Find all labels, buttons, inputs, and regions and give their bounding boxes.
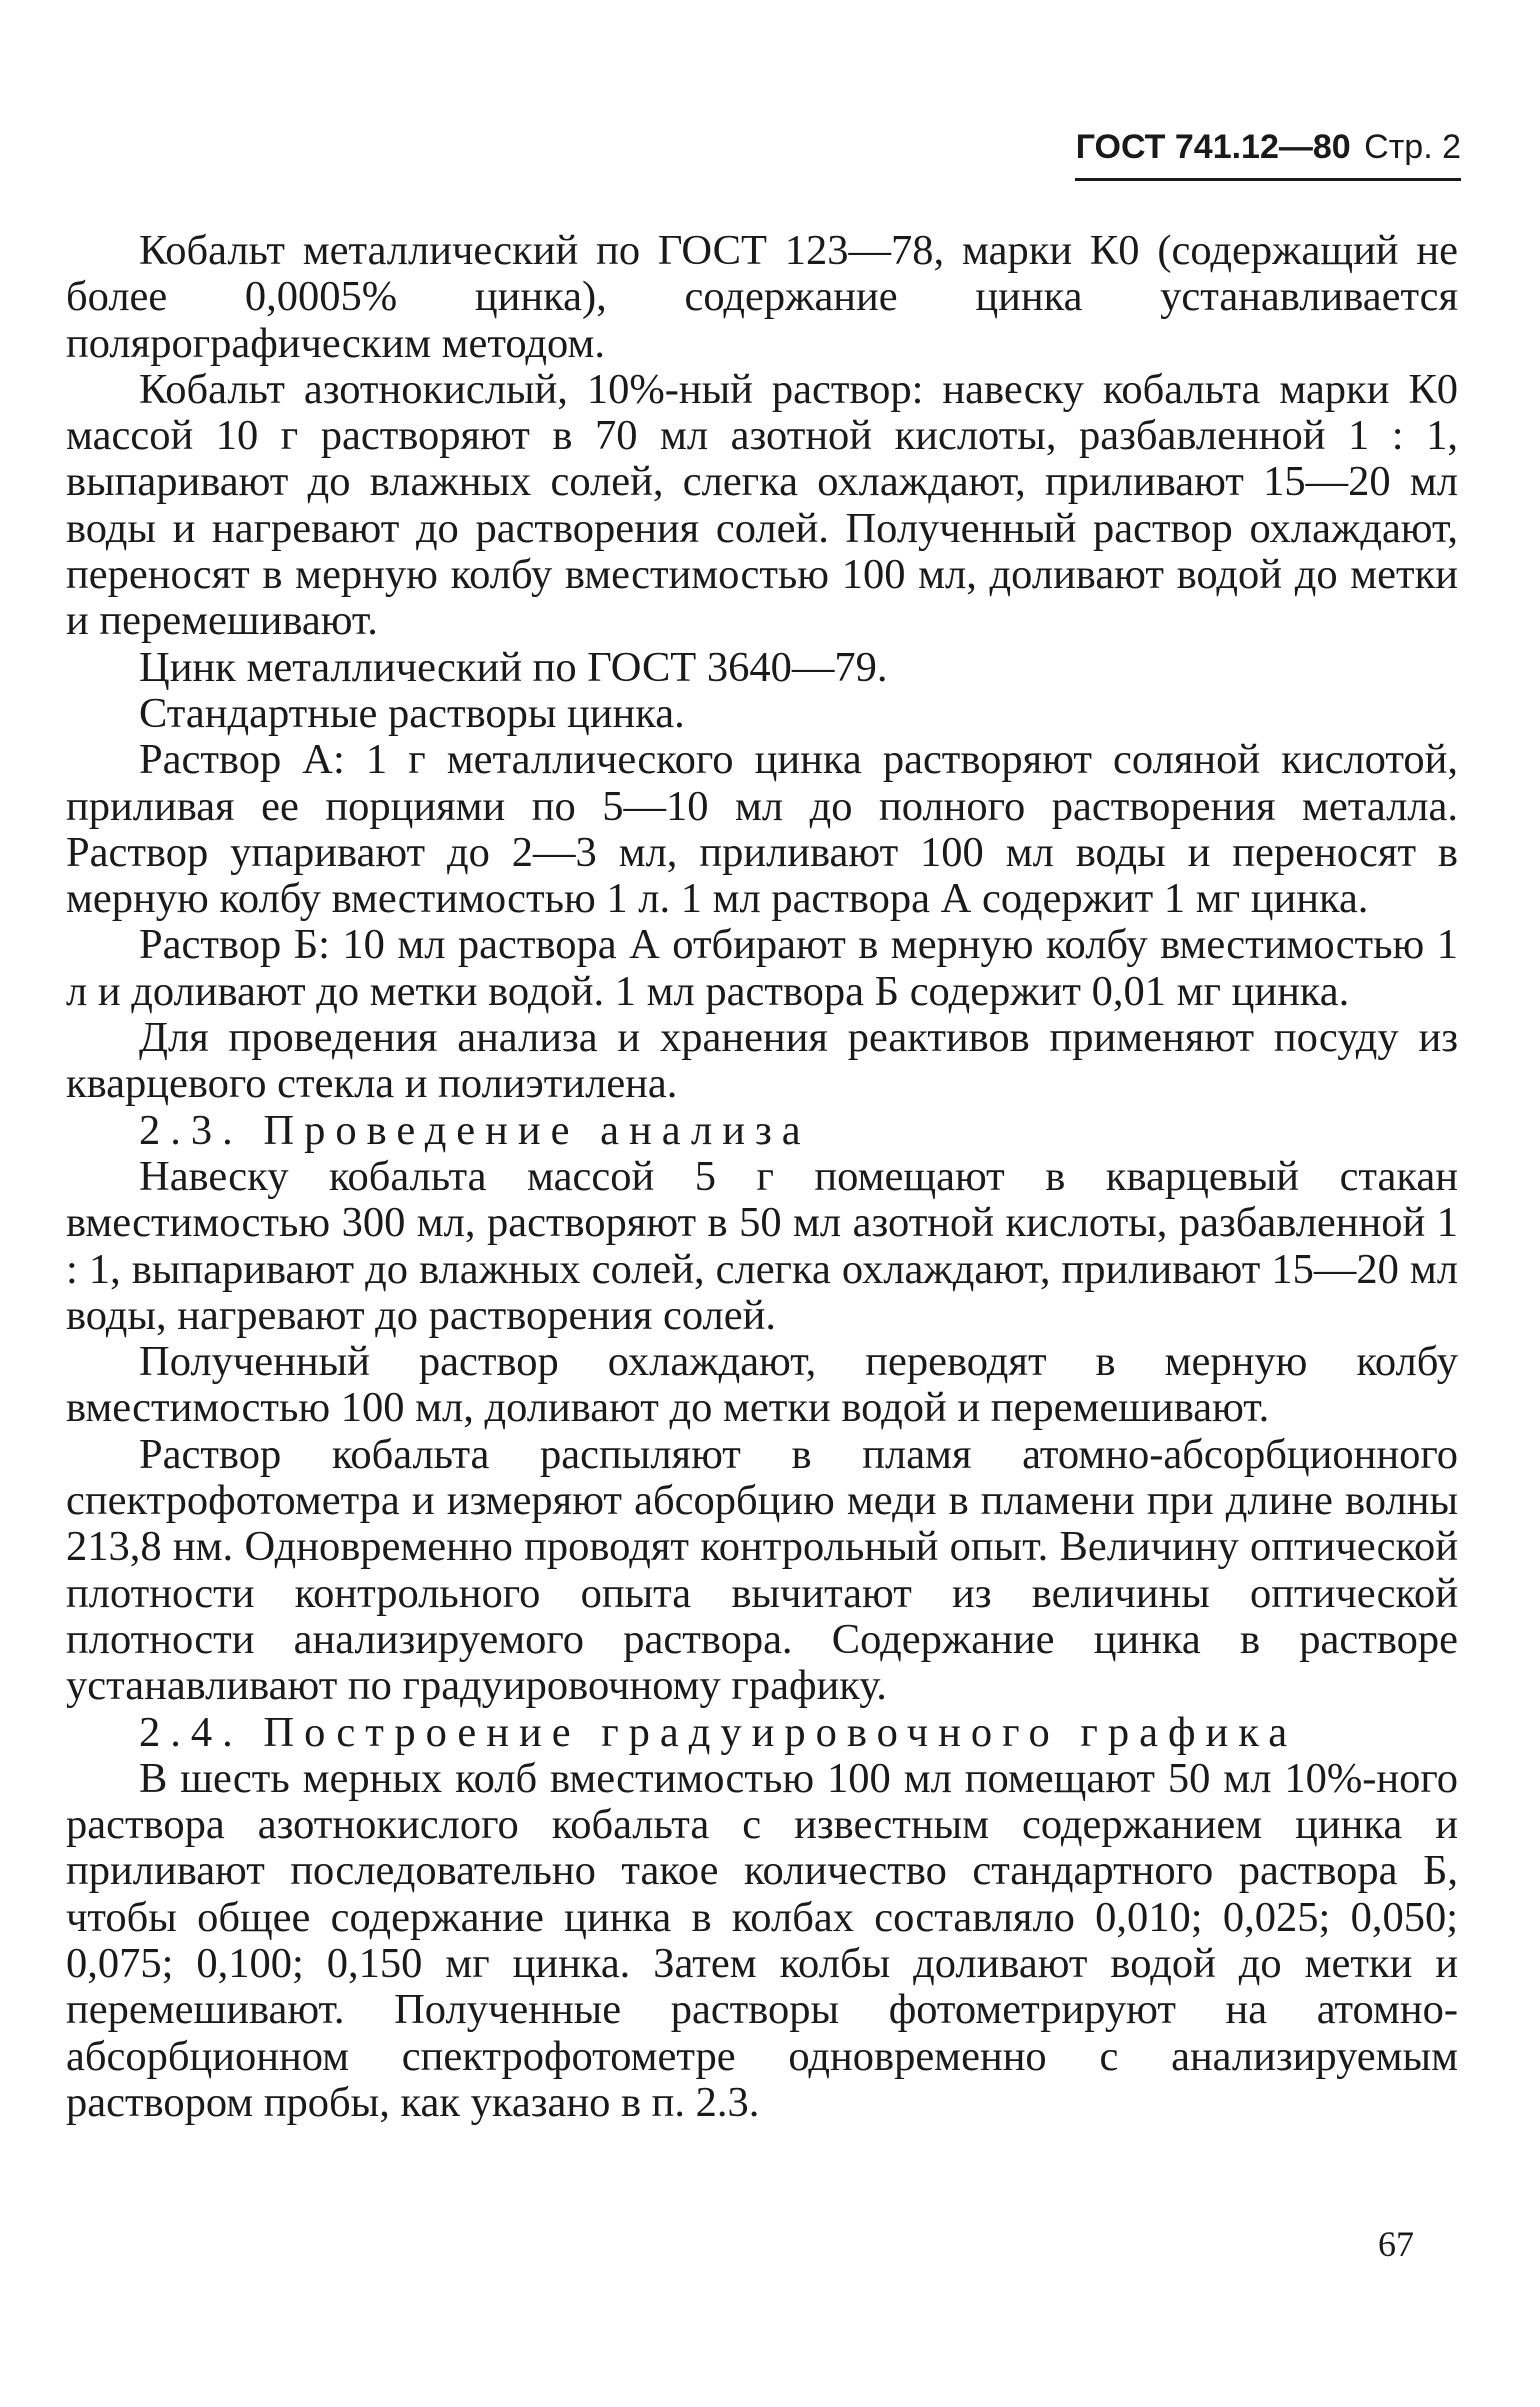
paragraph-sample-dissolution: Навеску кобальта массой 5 г помещают в кварцевый стакан вместимостью 300 мл, растворяют в 50 мл азотной кислоты, разбавленной 1 : 1, выпаривают до влажных солей, слегка охлаждают, приливают 15—20 мл воды, нагревают до растворения солей. xyxy=(66,1152,1458,1339)
running-header xyxy=(1075,128,1461,167)
paragraph-labware: Для проведения анализа и хранения реактивов применяют посуду из кварцевого стекла и полиэтилена. xyxy=(66,1014,1458,1108)
section-heading-2-3: 2.3. Проведение анализа xyxy=(139,1106,811,1154)
paragraph-standard-solutions: Стандартные растворы цинка. xyxy=(139,689,685,737)
paragraph-solution-b: Раствор Б: 10 мл раствора А отбирают в мерную колбу вместимостью 1 л и доливают до метки водой. 1 мл раствора Б содержит 0,01 мг цинка. xyxy=(66,921,1458,1015)
standard-designation: ГОСТ 741.12—80 xyxy=(1075,128,1351,166)
section-heading-2-4: 2.4. Построение градуировочного графика xyxy=(139,1708,1298,1756)
paragraph-cobalt-nitrate: Кобальт азотнокислый, 10%-ный раствор: навеску кобальта марки К0 массой 10 г растворяют в 70 мл азотной кислоты, разбавленной 1 : 1, выпаривают до влажных солей, слегка охлаждают, приливают 15—20 мл воды и нагревают до растворения солей. Полученный раствор охлаждают, переносят в мерную колбу вместимостью 100 мл, доливают водой до метки и перемешивают. xyxy=(66,365,1458,645)
paragraph-transfer: Полученный раствор охлаждают, переводят в мерную колбу вместимостью 100 мл, доливают до метки водой и перемешивают. xyxy=(66,1338,1458,1432)
body-text xyxy=(66,228,1458,2126)
paragraph-zinc-metal: Цинк металлический по ГОСТ 3640—79. xyxy=(139,643,888,691)
paragraph-cobalt-metal: Кобальт металлический по ГОСТ 123—78, марки К0 (содержащий не более 0,0005% цинка), содержание цинка устанавливается полярографическим методом. xyxy=(66,227,1458,367)
page-label: Стр. 2 xyxy=(1364,128,1461,166)
paragraph-measurement: Раствор кобальта распыляют в пламя атомно-абсорбционного спектрофотометра и измеряют абсорбцию меди в пламени при длине волны 213,8 нм. Одновременно проводят контрольный опыт. Величину оптической плотности контрольного опыта вычитают из величины оптической плотности анализируемого раствора. Содержание цинка в растворе устанавливают по градуировочному графику. xyxy=(66,1430,1458,1710)
paragraph-solution-a: Раствор А: 1 г металлического цинка растворяют соляной кислотой, приливая ее порциями по 5—10 мл до полного растворения металла. Раствор упаривают до 2—3 мл, приливают 100 мл воды и переносят в мерную колбу вместимостью 1 л. 1 мл раствора А содержит 1 мг цинка. xyxy=(66,736,1458,923)
header-rule xyxy=(1075,178,1461,181)
paragraph-calibration: В шесть мерных колб вместимостью 100 мл помещают 50 мл 10%-ного раствора азотнокислого кобальта с известным содержанием цинка и приливают последовательно такое количество стандартного раствора Б, чтобы общее содержание цинка в колбах составляло 0,010; 0,025; 0,050; 0,075; 0,100; 0,150 мг цинка. Затем колбы доливают водой до метки и перемешивают. Полученные растворы фотометрируют на атомно-абсорбционном спектрофотометре одновременно с анализируемым раствором пробы, как указано в п. 2.3. xyxy=(66,1754,1458,2126)
page-number: 67 xyxy=(1378,2224,1414,2264)
